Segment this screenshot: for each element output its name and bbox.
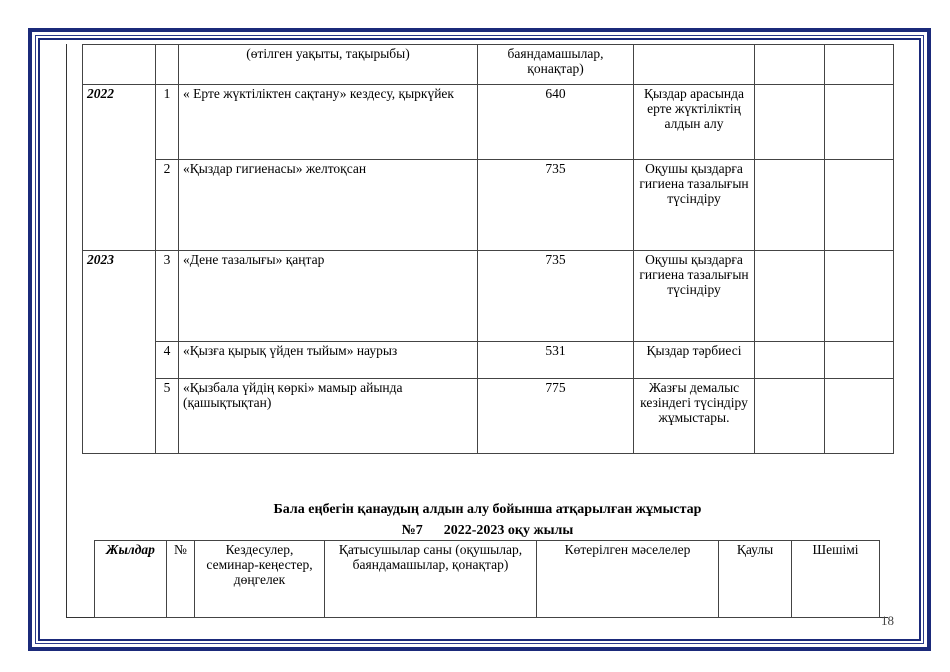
empty-cell xyxy=(825,251,894,342)
table-row xyxy=(83,251,894,342)
table-header-row xyxy=(95,541,880,618)
year-cell: 2022 xyxy=(83,85,156,251)
topic-cell: Жазғы демалыс кезіндегі түсіндіру жұмыстары. xyxy=(634,379,755,454)
header-cell: (өтілген уақыты, тақырыбы) xyxy=(179,45,478,85)
event-cell: «Қызға қырық үйден тыйым» наурыз xyxy=(179,342,478,379)
count-cell: 640 xyxy=(478,85,634,160)
empty-cell xyxy=(825,85,894,160)
header-cell xyxy=(156,45,179,85)
header-resolution: Қаулы xyxy=(719,541,792,618)
header-cell xyxy=(83,45,156,85)
table-header-row xyxy=(83,45,894,85)
event-cell: « Ерте жүктіліктен сақтану» кездесу, қыркүйек xyxy=(179,85,478,160)
count-cell: 775 xyxy=(478,379,634,454)
child-labour-table xyxy=(94,540,880,618)
table-row xyxy=(83,85,894,160)
header-cell xyxy=(755,45,825,85)
empty-cell xyxy=(825,342,894,379)
table-row xyxy=(83,160,894,251)
empty-cell xyxy=(755,85,825,160)
topic-cell: Қыздар арасында ерте жүктіліктің алдын алу xyxy=(634,85,755,160)
header-years: Жылдар xyxy=(95,541,167,618)
header-number: № xyxy=(167,541,195,618)
row-number: 2 xyxy=(156,160,179,251)
header-cell: баяндамашылар, қонақтар) xyxy=(478,45,634,85)
empty-cell xyxy=(755,160,825,251)
topic-cell: Оқушы қыздарға гигиена тазалығын түсіндіру xyxy=(634,251,755,342)
year-cell: 2023 xyxy=(83,251,156,379)
empty-cell xyxy=(755,379,825,454)
empty-cell xyxy=(755,251,825,342)
event-cell: «Қыздар гигиенасы» желтоқсан xyxy=(179,160,478,251)
header-decision: Шешімі xyxy=(792,541,880,618)
empty-cell xyxy=(825,379,894,454)
row-number: 3 xyxy=(156,251,179,342)
events-table xyxy=(82,44,894,454)
count-cell: 531 xyxy=(478,342,634,379)
header-issues: Көтерілген мәселелер xyxy=(537,541,719,618)
topic-cell: Оқушы қыздарға гигиена тазалығын түсіндіру xyxy=(634,160,755,251)
row-number: 1 xyxy=(156,85,179,160)
section-subtitle xyxy=(0,523,950,539)
year-cell xyxy=(83,379,156,454)
empty-cell xyxy=(825,160,894,251)
event-cell: «Дене тазалығы» қаңтар xyxy=(179,251,478,342)
section-title: Бала еңбегін қанаудың алдын алу бойынша атқарылған жұмыстар xyxy=(273,502,702,517)
empty-cell xyxy=(755,342,825,379)
header-meetings: Кездесулер, семинар-кеңестер, дөңгелек xyxy=(195,541,325,618)
topic-cell: Қыздар тәрбиесі xyxy=(634,342,755,379)
page-number: 18 xyxy=(881,613,894,628)
header-participants: Қатысушылар саны (оқушылар, баяндамашылар, қонақтар) xyxy=(325,541,537,618)
count-cell: 735 xyxy=(478,160,634,251)
section-year: 2022-2023 оқу жылы xyxy=(443,523,574,538)
table-row xyxy=(83,342,894,379)
section-number: №7 xyxy=(401,523,423,538)
row-number: 4 xyxy=(156,342,179,379)
count-cell: 735 xyxy=(478,251,634,342)
table-row xyxy=(83,379,894,454)
header-cell xyxy=(634,45,755,85)
event-cell: «Қызбала үйдің көркі» мамыр айында (қашықтықтан) xyxy=(179,379,478,454)
header-cell xyxy=(825,45,894,85)
row-number: 5 xyxy=(156,379,179,454)
